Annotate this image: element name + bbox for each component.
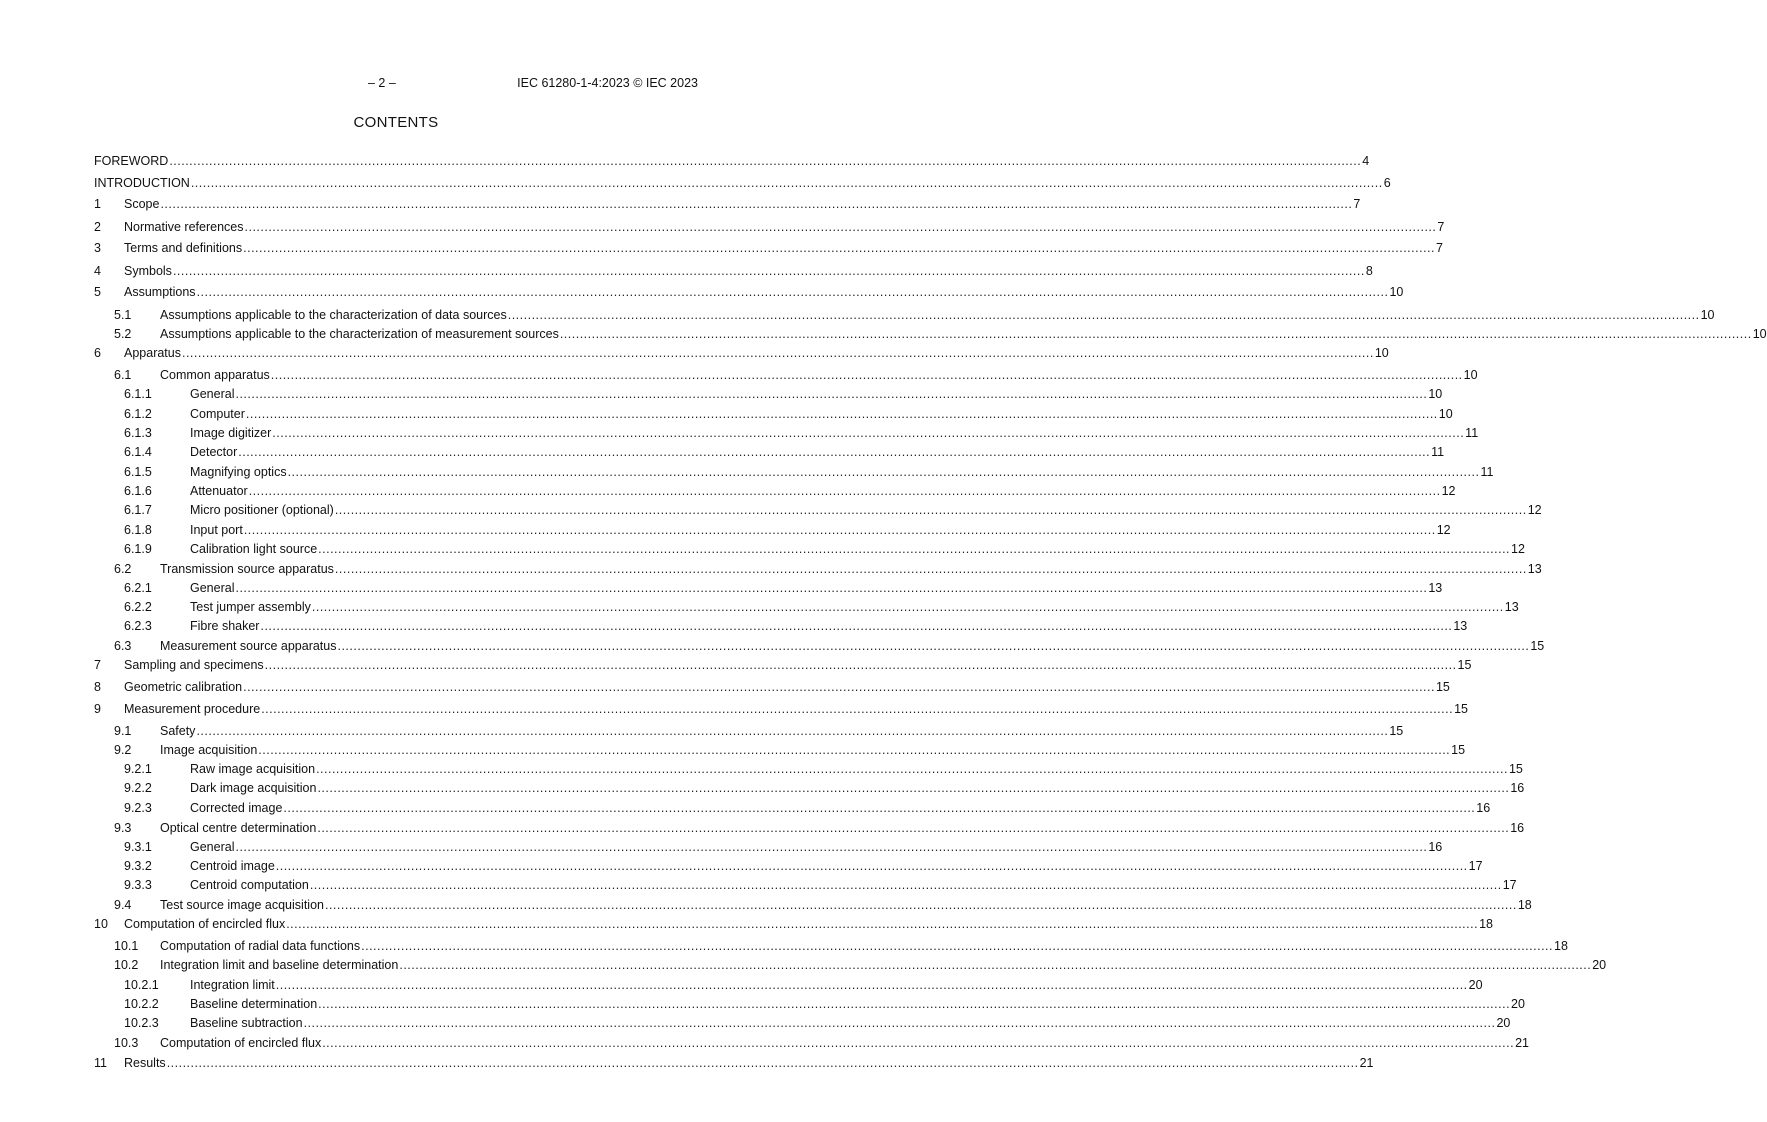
- dot-leader: ............................................................................................................................................................................................................................................................................................................: [337, 639, 1530, 653]
- toc-entry-number: 6.1: [114, 368, 132, 382]
- toc-entry-page: 7: [1437, 220, 1445, 234]
- dot-leader: ............................................................................................................................................................................................................................................................................................................: [160, 197, 1353, 211]
- dot-leader: ............................................................................................................................................................................................................................................................................................................: [235, 387, 1428, 401]
- toc-entry[interactable]: [94, 839, 1443, 855]
- dot-leader: ............................................................................................................................................................................................................................................................................................................: [309, 878, 1502, 892]
- dot-leader: ............................................................................................................................................................................................................................................................................................................: [272, 426, 1465, 440]
- toc-entry-page: 12: [1511, 542, 1525, 556]
- toc-entry-number: 9.2.3: [124, 801, 152, 815]
- toc-entry-page: 8: [1365, 264, 1373, 278]
- toc-entry[interactable]: [94, 996, 1525, 1012]
- toc-entry-number: 8: [94, 680, 101, 694]
- toc-entry[interactable]: [94, 657, 1472, 673]
- dot-leader: ............................................................................................................................................................................................................................................................................................................: [507, 308, 1700, 322]
- toc-entry-page: 15: [1454, 702, 1468, 716]
- toc-entry-page: 7: [1353, 197, 1361, 211]
- toc-entry-number: 10.2.1: [124, 978, 159, 992]
- toc-entry-number: 5.1: [114, 308, 132, 322]
- toc-entry[interactable]: [94, 367, 1478, 383]
- toc-entry-page: 15: [1451, 743, 1466, 757]
- dot-leader: ............................................................................................................................................................................................................................................................................................................: [172, 264, 1365, 278]
- toc-entry-title: Baseline subtraction: [190, 1016, 303, 1030]
- toc-entry[interactable]: [94, 326, 1767, 342]
- toc-entry-page: 10: [1700, 308, 1715, 322]
- toc-entry-number: 4: [94, 264, 101, 278]
- toc-entry-page: 4: [1362, 154, 1370, 168]
- dot-leader: ............................................................................................................................................................................................................................................................................................................: [235, 581, 1428, 595]
- toc-entry-page: 21: [1359, 1056, 1374, 1070]
- dot-leader: ............................................................................................................................................................................................................................................................................................................: [318, 542, 1511, 556]
- toc-entry[interactable]: [94, 502, 1542, 518]
- toc-entry-page: 10: [1752, 327, 1767, 341]
- toc-entry-number: 6.1.1: [124, 387, 152, 401]
- toc-entry[interactable]: [94, 284, 1404, 300]
- toc-entry-title: Calibration light source: [190, 542, 318, 556]
- toc-entry[interactable]: [94, 638, 1545, 654]
- toc-entry-page: 16: [1510, 781, 1525, 795]
- toc-entry-title: Centroid computation: [190, 878, 309, 892]
- toc-entry-title: Micro positioner (optional): [190, 503, 334, 517]
- dot-leader: ............................................................................................................................................................................................................................................................................................................: [399, 958, 1592, 972]
- dot-leader: ............................................................................................................................................................................................................................................................................................................: [317, 821, 1510, 835]
- toc-entry-title: Normative references: [124, 220, 244, 234]
- toc-entry-page: 11: [1480, 465, 1494, 479]
- toc-entry-title: Terms and definitions: [124, 241, 243, 255]
- toc-entry[interactable]: [94, 800, 1491, 816]
- toc-entry-title: Measurement source apparatus: [160, 639, 337, 653]
- toc-entry-page: 18: [1554, 939, 1568, 953]
- dot-leader: ............................................................................................................................................................................................................................................................................................................: [243, 241, 1435, 255]
- toc-entry-number: 7: [94, 658, 101, 672]
- toc-entry-number: 10.1: [114, 939, 139, 953]
- dot-leader: ............................................................................................................................................................................................................................................................................................................: [169, 154, 1362, 168]
- toc-entry-page: 16: [1476, 801, 1491, 815]
- dot-leader: ............................................................................................................................................................................................................................................................................................................: [311, 600, 1504, 614]
- toc-entry-page: 20: [1592, 958, 1607, 972]
- toc-entry[interactable]: [94, 1015, 1511, 1031]
- dot-leader: ............................................................................................................................................................................................................................................................................................................: [287, 465, 1480, 479]
- toc-entry-page: 12: [1436, 523, 1451, 537]
- dot-leader: ............................................................................................................................................................................................................................................................................................................: [275, 859, 1468, 873]
- toc-entry-title: INTRODUCTION: [94, 176, 190, 190]
- toc-entry-page: 20: [1468, 978, 1483, 992]
- dot-leader: ............................................................................................................................................................................................................................................................................................................: [334, 562, 1527, 576]
- toc-entry-number: 9.3.3: [124, 878, 152, 892]
- toc-entry-number: 10.2: [114, 958, 139, 972]
- dot-leader: ............................................................................................................................................................................................................................................................................................................: [196, 724, 1389, 738]
- toc-entry[interactable]: [94, 723, 1404, 739]
- toc-entry[interactable]: [94, 263, 1373, 279]
- dot-leader: ............................................................................................................................................................................................................................................................................................................: [245, 407, 1438, 421]
- toc-entry-number: 9: [94, 702, 101, 716]
- dot-leader: ............................................................................................................................................................................................................................................................................................................: [286, 917, 1479, 931]
- toc-entry[interactable]: [94, 877, 1517, 893]
- toc-entry-number: 11: [94, 1056, 107, 1070]
- toc-entry-title: Sampling and specimens: [124, 658, 264, 672]
- toc-entry-title: Scope: [124, 197, 160, 211]
- page-header: [94, 76, 698, 92]
- toc-entry-title: Results: [124, 1056, 166, 1070]
- dot-leader: ............................................................................................................................................................................................................................................................................................................: [264, 658, 1457, 672]
- toc-entry-number: 6.2.1: [124, 581, 152, 595]
- toc-entry-page: 11: [1431, 445, 1445, 459]
- toc-entry-number: 6.2.3: [124, 619, 152, 633]
- toc-entry-number: 9.3.2: [124, 859, 152, 873]
- toc-entry-title: Input port: [190, 523, 243, 537]
- dot-leader: ............................................................................................................................................................................................................................................................................................................: [235, 840, 1428, 854]
- dot-leader: ............................................................................................................................................................................................................................................................................................................: [283, 801, 1476, 815]
- toc-entry-number: 9.3.1: [124, 840, 152, 854]
- page-title: CONTENTS: [353, 114, 439, 131]
- toc-entry-number: 6.1.4: [124, 445, 152, 459]
- toc-entry[interactable]: [94, 444, 1445, 460]
- toc-entry-page: 6: [1383, 176, 1391, 190]
- toc-entry-page: 17: [1502, 878, 1517, 892]
- toc-entry-number: 1: [94, 197, 101, 211]
- toc-entry[interactable]: [94, 897, 1532, 913]
- dot-leader: ............................................................................................................................................................................................................................................................................................................: [196, 285, 1389, 299]
- toc-entry[interactable]: [94, 858, 1483, 874]
- toc-entry-title: Baseline determination: [190, 997, 318, 1011]
- toc-entry-page: 20: [1496, 1016, 1511, 1030]
- dot-leader: ............................................................................................................................................................................................................................................................................................................: [324, 898, 1517, 912]
- toc-entry-number: 9.2.1: [124, 762, 152, 776]
- toc-entry[interactable]: [94, 1035, 1529, 1051]
- toc-entry-number: 6: [94, 346, 101, 360]
- toc-entry[interactable]: [94, 701, 1468, 717]
- toc-entry-page: 10: [1428, 387, 1443, 401]
- dot-leader: ............................................................................................................................................................................................................................................................................................................: [303, 1016, 1496, 1030]
- toc-entry-page: 12: [1441, 484, 1456, 498]
- toc-entry[interactable]: [94, 957, 1607, 973]
- toc-entry-page: 18: [1479, 917, 1493, 931]
- dot-leader: ............................................................................................................................................................................................................................................................................................................: [334, 503, 1527, 517]
- toc-entry-page: 16: [1428, 840, 1443, 854]
- dot-leader: ............................................................................................................................................................................................................................................................................................................: [258, 743, 1451, 757]
- toc-entry-title: Test jumper assembly: [190, 600, 311, 614]
- toc-entry[interactable]: [94, 820, 1525, 836]
- toc-entry-title: Image digitizer: [190, 426, 272, 440]
- toc-entry-title: General: [190, 581, 235, 595]
- toc-entry-page: 13: [1527, 562, 1542, 576]
- toc-entry[interactable]: [94, 522, 1451, 538]
- toc-entry-number: 5: [94, 285, 101, 299]
- toc-entry-page: 13: [1453, 619, 1468, 633]
- toc-entry-page: 11: [1465, 426, 1479, 440]
- toc-entry[interactable]: [94, 977, 1483, 993]
- toc-entry-title: General: [190, 840, 235, 854]
- toc-entry[interactable]: [94, 761, 1523, 777]
- toc-entry-number: 6.2.2: [124, 600, 152, 614]
- dot-leader: ............................................................................................................................................................................................................................................................................................................: [248, 484, 1441, 498]
- toc-entry[interactable]: [94, 175, 1391, 191]
- dot-leader: ............................................................................................................................................................................................................................................................................................................: [243, 523, 1436, 537]
- toc-entry-page: 10: [1438, 407, 1453, 421]
- toc-entry[interactable]: [94, 464, 1494, 480]
- toc-entry-page: 12: [1527, 503, 1542, 517]
- dot-leader: ............................................................................................................................................................................................................................................................................................................: [322, 1036, 1515, 1050]
- toc-entry-title: Computation of radial data functions: [160, 939, 361, 953]
- toc-entry-title: Magnifying optics: [190, 465, 287, 479]
- toc-entry[interactable]: [94, 196, 1361, 212]
- toc-entry-number: 9.2.2: [124, 781, 152, 795]
- toc-entry-title: Optical centre determination: [160, 821, 317, 835]
- toc-entry-page: 20: [1511, 997, 1525, 1011]
- toc-entry-number: 10: [94, 917, 108, 931]
- toc-entry-number: 3: [94, 241, 101, 255]
- toc-entry[interactable]: [94, 153, 1370, 169]
- toc-entry-page: 18: [1517, 898, 1532, 912]
- toc-entry-title: Fibre shaker: [190, 619, 260, 633]
- toc-entry-title: Assumptions: [124, 285, 196, 299]
- dot-leader: ............................................................................................................................................................................................................................................................................................................: [275, 978, 1468, 992]
- toc-entry-number: 2: [94, 220, 101, 234]
- toc-entry[interactable]: [94, 219, 1445, 235]
- toc-entry-number: 5.2: [114, 327, 132, 341]
- toc-entry-number: 10.2.3: [124, 1016, 159, 1030]
- toc-entry-page: 13: [1504, 600, 1519, 614]
- toc-entry-title: Assumptions applicable to the characterization of measurement sources: [160, 327, 559, 341]
- toc-entry-title: Geometric calibration: [124, 680, 243, 694]
- toc-entry-page: 10: [1389, 285, 1404, 299]
- dot-leader: ............................................................................................................................................................................................................................................................................................................: [244, 220, 1437, 234]
- toc-entry-title: Dark image acquisition: [190, 781, 317, 795]
- toc-entry[interactable]: [94, 425, 1479, 441]
- toc-entry-title: Safety: [160, 724, 196, 738]
- dot-leader: ............................................................................................................................................................................................................................................................................................................: [238, 445, 1431, 459]
- toc-entry[interactable]: [94, 599, 1519, 615]
- toc-entry-title: Symbols: [124, 264, 172, 278]
- toc-entry-title: General: [190, 387, 235, 401]
- dot-leader: ............................................................................................................................................................................................................................................................................................................: [261, 702, 1454, 716]
- toc-entry-title: Corrected image: [190, 801, 283, 815]
- dot-leader: ............................................................................................................................................................................................................................................................................................................: [190, 176, 1383, 190]
- toc-entry[interactable]: [94, 1055, 1374, 1071]
- document-id: IEC 61280-1-4:2023 © IEC 2023: [517, 76, 698, 90]
- toc-entry-number: 9.2: [114, 743, 132, 757]
- dot-leader: ............................................................................................................................................................................................................................................................................................................: [260, 619, 1453, 633]
- toc-entry[interactable]: [94, 580, 1443, 596]
- toc-entry[interactable]: [94, 561, 1542, 577]
- dot-leader: ............................................................................................................................................................................................................................................................................................................: [181, 346, 1374, 360]
- toc-entry[interactable]: [94, 679, 1450, 695]
- toc-entry-number: 6.1.6: [124, 484, 152, 498]
- dot-leader: ............................................................................................................................................................................................................................................................................................................: [318, 997, 1511, 1011]
- toc-entry-page: 15: [1457, 658, 1472, 672]
- toc-entry-title: Attenuator: [190, 484, 248, 498]
- toc-entry[interactable]: [94, 406, 1453, 422]
- toc-entry-title: Integration limit and baseline determination: [160, 958, 399, 972]
- dot-leader: ............................................................................................................................................................................................................................................................................................................: [270, 368, 1463, 382]
- toc-entry-title: Computation of encircled flux: [160, 1036, 322, 1050]
- toc-entry[interactable]: [94, 240, 1443, 256]
- toc-entry-number: 9.4: [114, 898, 132, 912]
- toc-entry-number: 6.3: [114, 639, 132, 653]
- dot-leader: ............................................................................................................................................................................................................................................................................................................: [243, 680, 1435, 694]
- toc-entry-title: Integration limit: [190, 978, 275, 992]
- toc-entry-page: 15: [1530, 639, 1545, 653]
- toc-entry-title: Transmission source apparatus: [160, 562, 334, 576]
- toc-entry-page: 13: [1428, 581, 1443, 595]
- toc-entry-number: 6.1.3: [124, 426, 152, 440]
- dot-leader: ............................................................................................................................................................................................................................................................................................................: [316, 762, 1508, 776]
- toc-entry-title: Detector: [190, 445, 238, 459]
- dot-leader: ............................................................................................................................................................................................................................................................................................................: [166, 1056, 1359, 1070]
- dot-leader: ............................................................................................................................................................................................................................................................................................................: [559, 327, 1752, 341]
- toc-entry[interactable]: [94, 307, 1715, 323]
- dot-leader: ............................................................................................................................................................................................................................................................................................................: [361, 939, 1553, 953]
- toc-entry-title: Assumptions applicable to the characterization of data sources: [160, 308, 507, 322]
- toc-entry-page: 15: [1389, 724, 1404, 738]
- toc-entry-page: 15: [1435, 680, 1450, 694]
- toc-entry-title: Raw image acquisition: [190, 762, 316, 776]
- toc-entry-number: 9.1: [114, 724, 132, 738]
- toc-entry-title: Computer: [190, 407, 245, 421]
- toc-entry-title: FOREWORD: [94, 154, 169, 168]
- toc-entry-number: 6.1.8: [124, 523, 152, 537]
- toc-entry-number: 6.2: [114, 562, 132, 576]
- toc-entry-number: 6.1.5: [124, 465, 152, 479]
- toc-entry[interactable]: [94, 618, 1468, 634]
- toc-entry-page: 21: [1515, 1036, 1529, 1050]
- toc-entry-page: 10: [1463, 368, 1478, 382]
- toc-entry-page: 7: [1436, 241, 1443, 255]
- toc-entry-title: Common apparatus: [160, 368, 270, 382]
- toc-entry-number: 9.3: [114, 821, 132, 835]
- toc-entry[interactable]: [94, 938, 1568, 954]
- toc-entry-number: 10.3: [114, 1036, 139, 1050]
- toc-entry-title: Computation of encircled flux: [124, 917, 286, 931]
- toc-entry-page: 16: [1510, 821, 1525, 835]
- toc-entry-page: 15: [1508, 762, 1523, 776]
- toc-entry-title: Apparatus: [124, 346, 181, 360]
- toc-entry[interactable]: [94, 916, 1493, 932]
- toc-entry-title: Test source image acquisition: [160, 898, 324, 912]
- toc-entry[interactable]: [94, 780, 1525, 796]
- toc-entry[interactable]: [94, 345, 1389, 361]
- toc-entry-number: 6.1.7: [124, 503, 152, 517]
- toc-entry-title: Measurement procedure: [124, 702, 261, 716]
- dot-leader: ............................................................................................................................................................................................................................................................................................................: [317, 781, 1510, 795]
- toc-entry[interactable]: [94, 541, 1525, 557]
- page-number: – 2 –: [368, 76, 396, 90]
- toc-entry[interactable]: [94, 742, 1466, 758]
- toc-entry[interactable]: [94, 386, 1443, 402]
- toc-entry[interactable]: [94, 483, 1456, 499]
- toc-entry-title: Centroid image: [190, 859, 275, 873]
- toc-entry-number: 6.1.2: [124, 407, 152, 421]
- toc-entry-number: 10.2.2: [124, 997, 159, 1011]
- toc-entry-number: 6.1.9: [124, 542, 152, 556]
- toc-entry-page: 17: [1468, 859, 1483, 873]
- toc-entry-title: Image acquisition: [160, 743, 258, 757]
- toc-entry-page: 10: [1374, 346, 1389, 360]
